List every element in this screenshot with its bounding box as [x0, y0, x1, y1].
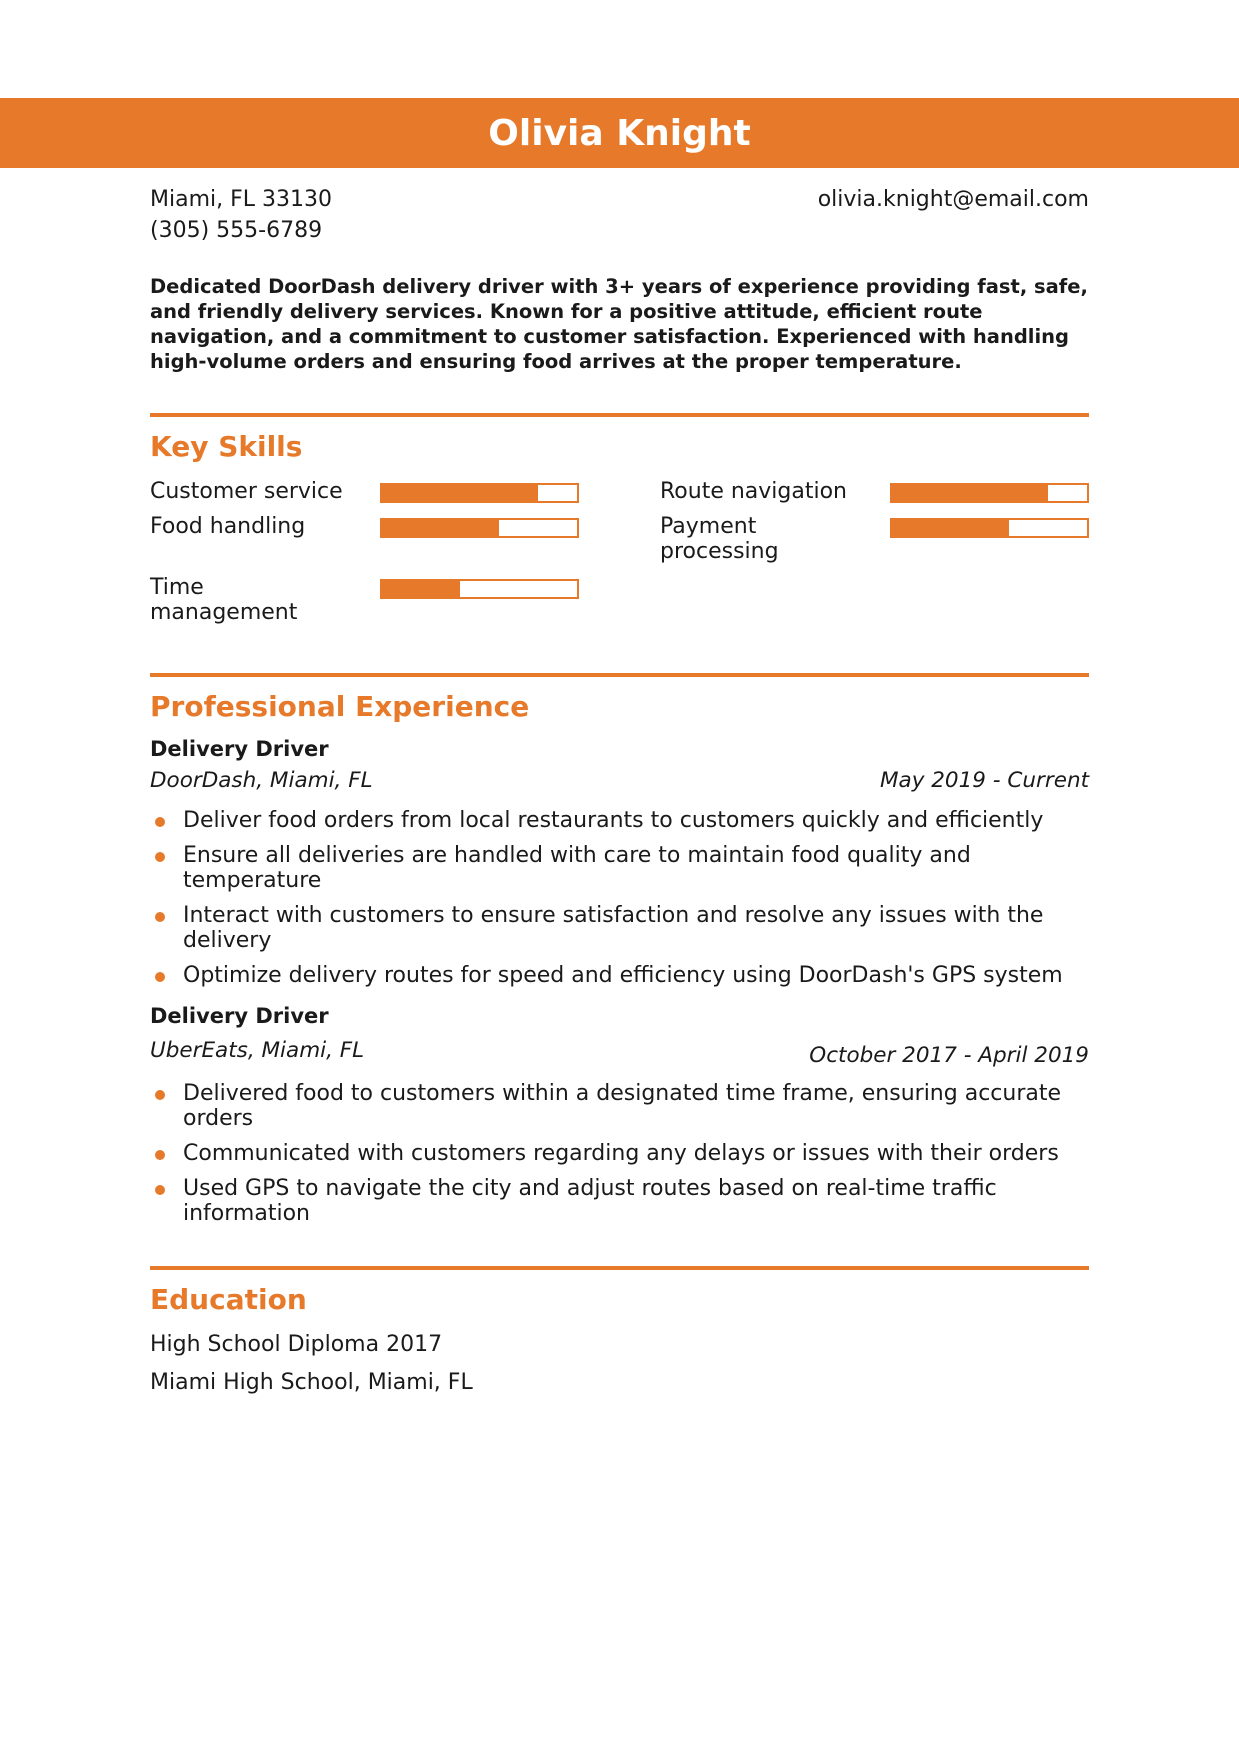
- list-item: Optimize delivery routes for speed and efficiency using DoorDash's GPS system: [150, 963, 1089, 988]
- skill-bar-fill: [382, 485, 538, 501]
- section-divider: [150, 1266, 1089, 1270]
- job-dates: May 2019 - Current: [879, 768, 1089, 793]
- skill-label: Food handling: [150, 514, 306, 539]
- skill-label: Customer service: [150, 479, 343, 504]
- job-bullets: [150, 808, 1089, 998]
- skill-bar-fill: [892, 520, 1009, 536]
- experience-title: Professional Experience: [150, 690, 530, 723]
- bullet-icon: [155, 1185, 165, 1195]
- skill-bar: [380, 579, 579, 599]
- contact-left: [150, 184, 332, 246]
- email: olivia.knight@email.com: [817, 187, 1089, 212]
- skills-title: Key Skills: [150, 430, 303, 463]
- skill-label: Route navigation: [660, 479, 847, 504]
- skill-bar: [380, 483, 579, 503]
- list-item: Ensure all deliveries are handled with care to maintain food quality and temperature: [150, 843, 1089, 893]
- list-item: Delivered food to customers within a designated time frame, ensuring accurate orders: [150, 1081, 1089, 1131]
- skill-bar: [890, 483, 1089, 503]
- skill-label: Time management: [150, 575, 298, 625]
- skill-label: Payment processing: [660, 514, 779, 564]
- phone: (305) 555-6789: [150, 218, 323, 243]
- bullet-icon: [155, 972, 165, 982]
- school: Miami High School, Miami, FL: [150, 1370, 473, 1395]
- bullet-icon: [155, 817, 165, 827]
- list-item: Communicated with customers regarding any delays or issues with their orders: [150, 1141, 1089, 1166]
- degree: High School Diploma 2017: [150, 1332, 443, 1357]
- skill-bar: [890, 518, 1089, 538]
- list-item: Used GPS to navigate the city and adjust routes based on real-time traffic information: [150, 1176, 1089, 1226]
- section-divider: [150, 673, 1089, 677]
- candidate-name: Olivia Knight: [488, 112, 751, 154]
- contact-right: [818, 184, 1089, 215]
- job-dates: October 2017 - April 2019: [809, 1043, 1089, 1068]
- education-title: Education: [150, 1283, 307, 1316]
- summary: Dedicated DoorDash delivery driver with 3+ years of experience providing fast, safe, and friendly delivery services. Known for a positive attitude, efficient route navigation, and a commitment to customer satisfaction. Experienced with handling high-volume orders and ensuring food arrives at the proper temperature.: [150, 275, 1088, 373]
- job-title: Delivery Driver: [150, 737, 329, 761]
- skill-bar: [380, 518, 579, 538]
- location: Miami, FL 33130: [150, 187, 332, 212]
- job-company: DoorDash, Miami, FL: [150, 768, 373, 793]
- bullet-icon: [155, 1090, 165, 1100]
- bullet-icon: [155, 1150, 165, 1160]
- job-title: Delivery Driver: [150, 1004, 329, 1028]
- skill-bar-fill: [892, 485, 1048, 501]
- bullet-icon: [155, 912, 165, 922]
- skill-bar-fill: [382, 581, 460, 597]
- job-company: UberEats, Miami, FL: [150, 1038, 365, 1063]
- bullet-icon: [155, 852, 165, 862]
- skill-bar-fill: [382, 520, 499, 536]
- job-bullets: [150, 1081, 1089, 1236]
- section-divider: [150, 413, 1089, 417]
- header-band: [0, 98, 1239, 168]
- list-item: Interact with customers to ensure satisfaction and resolve any issues with the delivery: [150, 903, 1089, 953]
- list-item: Deliver food orders from local restaurants to customers quickly and efficiently: [150, 808, 1089, 833]
